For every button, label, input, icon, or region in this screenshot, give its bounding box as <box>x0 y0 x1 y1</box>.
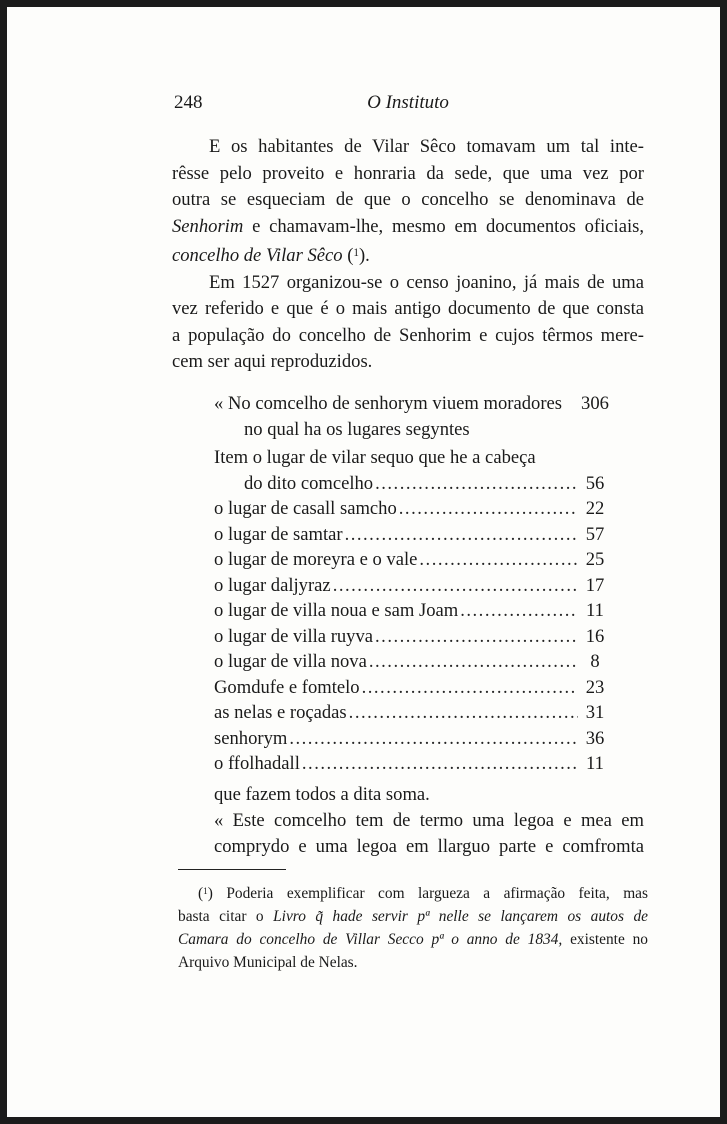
census-row <box>214 522 610 548</box>
census-value: 11 <box>586 753 604 774</box>
census-label: o lugar de samtar <box>214 523 343 545</box>
census-value: 8 <box>590 651 600 672</box>
census-row <box>214 624 610 650</box>
text-line: a população do concelho de Senhorim e cujos têrmos mere- <box>172 324 644 346</box>
census-table <box>214 391 610 777</box>
census-intro <box>214 391 610 417</box>
text-line: E os habitantes de Vilar Sêco tomavam um tal inte- <box>209 136 644 157</box>
text-line <box>172 214 644 241</box>
census-row <box>214 726 610 752</box>
footnote-line: Arquivo Municipal de Nelas. <box>178 954 358 972</box>
census-label: no qual ha os lugares segyntes <box>244 418 470 440</box>
closing-text <box>214 782 644 860</box>
text-line: vez referido e que é o mais antigo documento de que consta <box>172 298 644 320</box>
census-value: 57 <box>585 523 605 545</box>
text-segment: existente no <box>562 931 648 949</box>
footnote-line <box>178 928 648 951</box>
footnote-ref[interactable]: 1 <box>353 247 359 259</box>
census-label: o lugar de villa nova <box>214 651 367 672</box>
census-value: 22 <box>585 498 605 519</box>
census-value: 11 <box>586 600 604 621</box>
footnote-divider <box>178 869 286 870</box>
paragraph-1 <box>172 134 644 270</box>
census-label: o lugar de casall samcho <box>214 498 397 519</box>
text-segment: ( <box>342 245 354 267</box>
page-number: 248 <box>174 92 203 113</box>
text-line: rêsse pelo proveito e honraria da sede, que uma vez por <box>172 162 644 184</box>
footnote-marker: 1 <box>203 886 208 896</box>
census-value: 23 <box>585 676 605 698</box>
text-line: que fazem todos a dita soma. <box>214 784 430 805</box>
census-row <box>214 675 610 701</box>
dot-leader <box>345 522 578 548</box>
dot-leader <box>375 624 578 650</box>
dot-leader <box>460 598 578 624</box>
census-rows <box>214 471 610 777</box>
census-label: senhorym <box>214 727 288 749</box>
text-line: comprydo e uma legoa em llarguo parte e comfromta <box>214 836 644 857</box>
italic-text: Livro q̃ hade servir pª nelle se lançarem os autos de <box>273 908 648 926</box>
text-segment: outra se esqueciam de que o concelho se denominava de <box>172 189 644 210</box>
text-segment: basta citar o <box>178 908 274 926</box>
census-row <box>214 471 610 497</box>
census-intro-cont <box>214 417 610 443</box>
footnote-line <box>178 905 648 928</box>
census-label: o lugar de moreyra e o vale <box>214 549 418 570</box>
italic-text: Camara do concelho de Villar Secco pª o anno de 1834, <box>178 931 563 949</box>
census-value: 31 <box>585 702 605 723</box>
text-line <box>172 187 644 214</box>
body-text <box>172 134 644 376</box>
text-segment: ) Poderia exemplificar com largueza a afirmação feita, mas <box>207 885 648 903</box>
census-value: 36 <box>585 727 605 749</box>
census-row <box>214 700 610 726</box>
paragraph-2 <box>172 270 644 376</box>
dot-leader <box>302 751 578 777</box>
census-label: do dito comcelho <box>244 472 374 494</box>
dot-leader <box>333 573 578 599</box>
text-line: « Este comcelho tem de termo uma legoa e mea em <box>214 810 644 831</box>
text-line: cem ser aqui reproduzidos. <box>172 351 373 373</box>
text-segment: e chamavam-lhe, mesmo em documentos oficiais, <box>243 215 644 237</box>
census-row <box>214 649 610 675</box>
census-label: Item o lugar de vilar sequo que he a cabeça <box>214 447 536 468</box>
census-value: 17 <box>585 574 605 596</box>
census-label: o lugar de villa ruyva <box>214 625 374 647</box>
italic-text: Senhorim <box>172 215 244 237</box>
dot-leader <box>369 649 578 675</box>
dot-leader <box>419 547 578 573</box>
census-label: o lugar daljyraz <box>214 574 331 596</box>
census-value: 25 <box>585 549 605 570</box>
page-header <box>168 92 648 118</box>
dot-leader <box>375 471 578 497</box>
dot-leader <box>399 496 578 522</box>
dot-leader <box>362 675 578 701</box>
census-row <box>214 547 610 573</box>
census-label: as nelas e roçadas <box>214 702 347 723</box>
dot-leader <box>289 726 578 752</box>
text-line: Em 1527 organizou-se o censo joanino, já mais de uma <box>209 271 644 293</box>
running-title: O Instituto <box>367 92 449 113</box>
footnote <box>178 880 648 974</box>
census-label: o lugar de villa noua e sam Joam <box>214 600 459 621</box>
census-label: Gomdufe e fomtelo <box>214 676 360 698</box>
dot-leader <box>349 700 578 726</box>
census-label: « No comcelho de senhorym viuem moradores <box>214 393 563 414</box>
census-row <box>214 598 610 624</box>
census-row <box>214 573 610 599</box>
census-value: 56 <box>585 472 605 494</box>
footnote-line: ($^1$) Poderia exemplificar com largueza a afirmação feita, mas <box>198 885 648 903</box>
text-line <box>172 240 644 270</box>
census-value: 306 <box>581 393 609 414</box>
census-value: 16 <box>585 625 605 647</box>
census-head <box>214 445 610 471</box>
text-segment: ). <box>358 245 370 267</box>
census-row <box>214 751 610 777</box>
census-label: o ffolhadall <box>214 753 300 774</box>
italic-text: concelho de Vilar Sêco <box>172 245 343 267</box>
census-row <box>214 496 610 522</box>
